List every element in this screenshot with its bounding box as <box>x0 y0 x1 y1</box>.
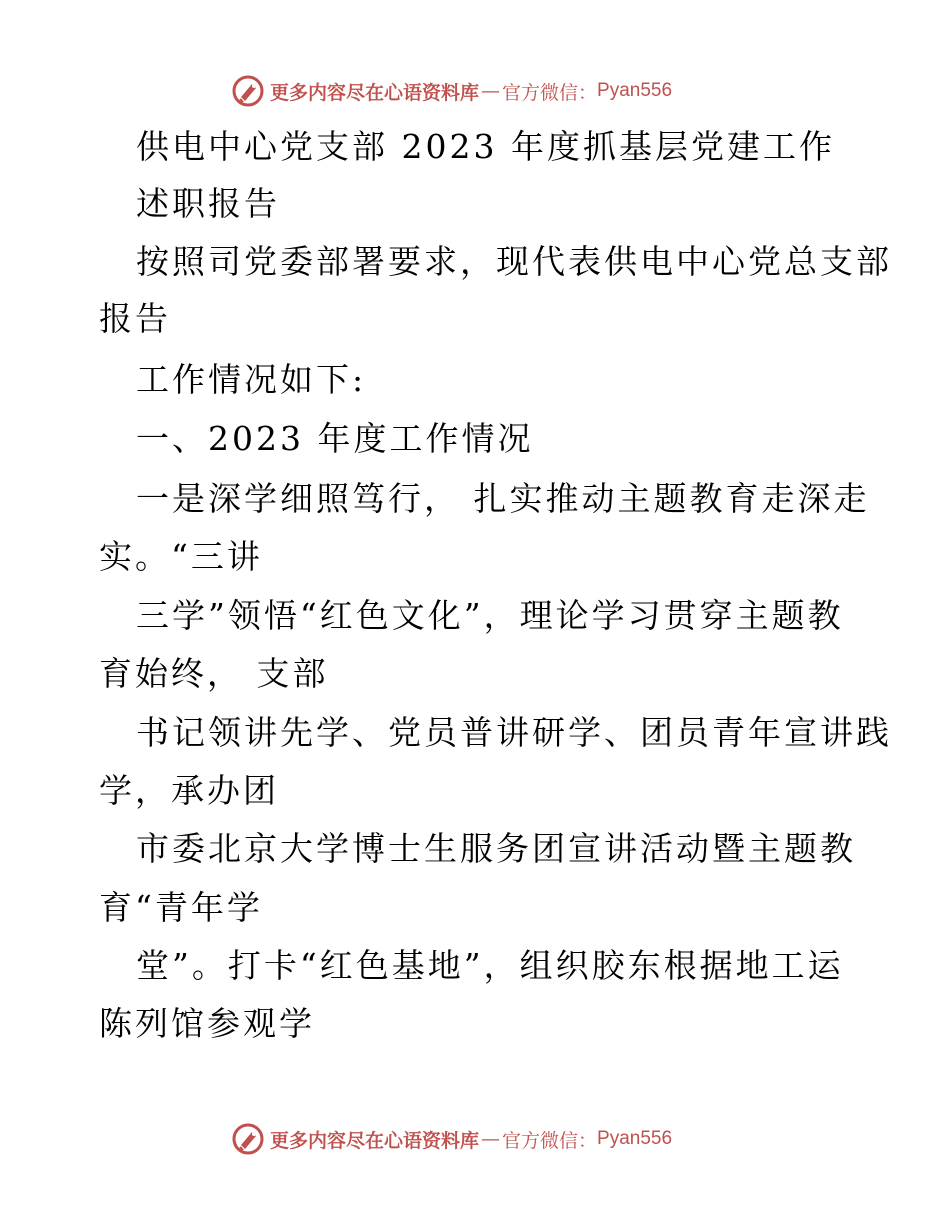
document-title-line-2: 述职报告 <box>136 184 280 223</box>
watermark-label: 官方微信： <box>502 81 598 104</box>
text-line: 按照司党委部署要求，现代表供电中心党总支部 <box>136 242 892 281</box>
text-line: 堂”。打卡“红色基地”，组织胶东根据地工运 <box>136 946 844 985</box>
text-line: 陈列馆参观学 <box>99 1004 315 1043</box>
text-line: 学，承办团 <box>99 771 279 810</box>
text-line: 一是深学细照笃行， 扎实推动主题教育走深走 <box>136 479 870 518</box>
watermark-dash: — <box>481 1128 501 1150</box>
pen-logo-icon <box>232 1123 264 1155</box>
section-heading: 一、2023 年度工作情况 <box>136 419 534 458</box>
text-line: 报告 <box>99 299 171 338</box>
document-title-line-1: 供电中心党支部 2023 年度抓基层党建工作 <box>136 127 835 166</box>
text-line: 三学”领悟“红色文化”，理论学习贯穿主题教 <box>136 596 844 635</box>
text-line: 市委北京大学博士生服务团宣讲活动暨主题教 <box>136 829 856 868</box>
pen-logo-icon <box>232 75 264 107</box>
text-line: 书记领讲先学、党员普讲研学、团员青年宣讲践 <box>136 713 892 752</box>
watermark-id: Pyan556 <box>597 1128 673 1149</box>
watermark-label: 官方微信： <box>502 1129 598 1152</box>
watermark-brand: 更多内容尽在心语资料库 <box>270 81 480 104</box>
watermark-footer <box>232 1122 672 1156</box>
watermark-dash: — <box>481 80 501 102</box>
text-line: 育“青年学 <box>99 888 263 927</box>
text-line: 实。“三讲 <box>99 537 263 576</box>
text-line: 育始终， 支部 <box>99 654 329 693</box>
text-line: 工作情况如下: <box>136 360 367 399</box>
watermark-header <box>232 74 672 108</box>
watermark-id: Pyan556 <box>597 80 673 101</box>
watermark-brand: 更多内容尽在心语资料库 <box>270 1129 480 1152</box>
